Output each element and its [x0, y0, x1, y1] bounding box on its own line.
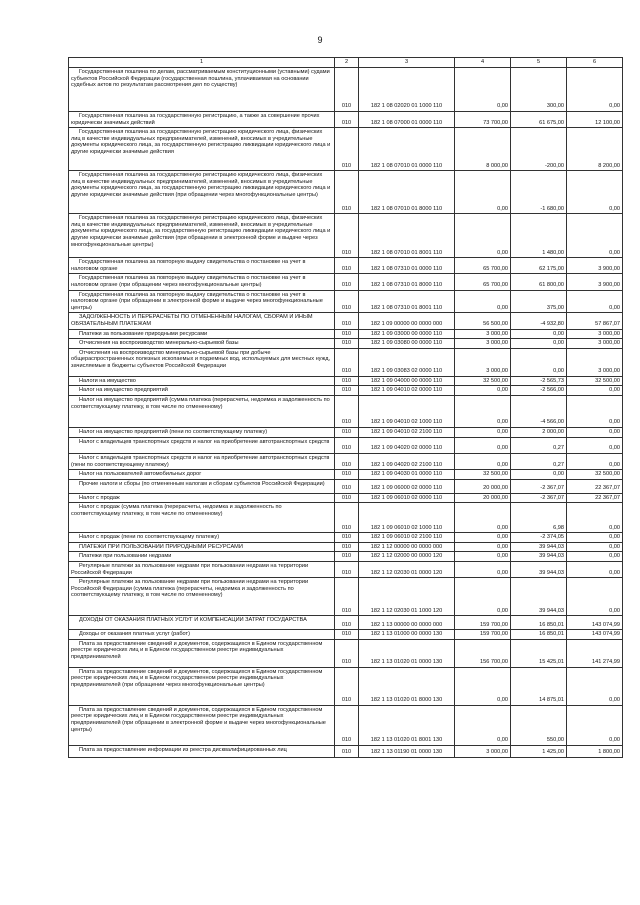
row-unexecuted: 22 367,07 — [567, 493, 623, 503]
row-code: 010 — [335, 533, 359, 543]
row-name: Налог на имущество предприятий (пени по соответствующему платежу) — [69, 427, 335, 437]
row-kbk: 182 1 13 01020 01 8001 130 — [359, 705, 455, 745]
row-name: Налог с продаж (пени по соответствующему платежу) — [69, 533, 335, 543]
row-approved: 20 000,00 — [455, 493, 511, 503]
revenue-report-table — [68, 57, 623, 758]
row-approved: 32 500,00 — [455, 470, 511, 480]
table-row — [69, 630, 623, 640]
row-code: 010 — [335, 667, 359, 705]
row-code: 010 — [335, 705, 359, 745]
row-approved: 0,00 — [455, 533, 511, 543]
table-row — [69, 578, 623, 616]
row-kbk: 182 1 12 00000 00 0000 000 — [359, 542, 455, 552]
row-code: 010 — [335, 630, 359, 640]
row-code: 010 — [335, 171, 359, 214]
table-row — [69, 427, 623, 437]
row-executed: 550,00 — [511, 705, 567, 745]
row-executed: 375,00 — [511, 290, 567, 313]
row-executed: 1 480,00 — [511, 214, 567, 258]
row-code: 010 — [335, 339, 359, 349]
row-executed: -4 932,80 — [511, 313, 567, 329]
row-executed: 39 944,03 — [511, 552, 567, 562]
row-executed: 2 000,00 — [511, 427, 567, 437]
row-code: 010 — [335, 437, 359, 453]
row-executed: 16 850,01 — [511, 616, 567, 630]
row-approved: 0,00 — [455, 437, 511, 453]
row-code: 010 — [335, 493, 359, 503]
row-name: Налоги на имущество — [69, 376, 335, 386]
row-name: Регулярные платежи за пользование недрами при пользовании недрами на территории Российской Федерации (сумма платежа (перерасчеты, недоимка и задолженность по соответствующему платежу, в том числе по отмененному) — [69, 578, 335, 616]
row-unexecuted: 0,00 — [567, 395, 623, 427]
table-row — [69, 290, 623, 313]
row-name: Налог с владельцев транспортных средств и налог на приобретение автотранспортных средств — [69, 437, 335, 453]
row-executed: 1 425,00 — [511, 745, 567, 757]
row-approved: 0,00 — [455, 552, 511, 562]
row-unexecuted: 3 900,00 — [567, 274, 623, 290]
row-approved: 20 000,00 — [455, 479, 511, 493]
row-kbk: 182 1 13 01020 01 8000 130 — [359, 667, 455, 705]
row-executed: 6,98 — [511, 503, 567, 533]
row-approved: 159 700,00 — [455, 630, 511, 640]
row-code: 010 — [335, 616, 359, 630]
row-kbk: 182 1 13 01190 01 0000 130 — [359, 745, 455, 757]
row-unexecuted: 32 500,00 — [567, 470, 623, 480]
row-kbk: 182 1 08 07310 01 0000 110 — [359, 258, 455, 274]
table-row — [69, 453, 623, 469]
row-executed: -1 680,00 — [511, 171, 567, 214]
row-code: 010 — [335, 745, 359, 757]
row-kbk: 182 1 09 04020 02 0000 110 — [359, 437, 455, 453]
row-approved: 3 000,00 — [455, 348, 511, 376]
row-approved: 56 500,00 — [455, 313, 511, 329]
table-row — [69, 479, 623, 493]
row-approved: 0,00 — [455, 290, 511, 313]
row-kbk: 182 1 09 04010 02 2100 110 — [359, 427, 455, 437]
row-kbk: 182 1 12 02000 00 0000 120 — [359, 552, 455, 562]
row-executed: 0,00 — [511, 470, 567, 480]
row-executed: -2 566,00 — [511, 386, 567, 396]
table-row — [69, 128, 623, 171]
row-approved: 3 000,00 — [455, 329, 511, 339]
row-approved: 0,00 — [455, 562, 511, 578]
row-unexecuted: 8 200,00 — [567, 128, 623, 171]
row-kbk: 182 1 08 07010 01 8001 110 — [359, 214, 455, 258]
row-approved: 0,00 — [455, 542, 511, 552]
row-kbk: 182 1 09 06000 02 0000 110 — [359, 479, 455, 493]
row-kbk: 182 1 08 07000 01 0000 110 — [359, 112, 455, 128]
row-approved: 0,00 — [455, 705, 511, 745]
row-executed: 0,00 — [511, 339, 567, 349]
row-executed: 0,00 — [511, 329, 567, 339]
row-executed: 61 800,00 — [511, 274, 567, 290]
row-kbk: 182 1 12 02030 01 0000 120 — [359, 562, 455, 578]
row-executed: -2 367,07 — [511, 479, 567, 493]
row-name: Налог на имущество предприятий (сумма платежа (перерасчеты, недоимка и задолженность по соответствующему платежу, в том числе по отмененному) — [69, 395, 335, 427]
row-code: 010 — [335, 274, 359, 290]
row-executed: 14 875,01 — [511, 667, 567, 705]
row-kbk: 182 1 08 07310 01 8000 110 — [359, 274, 455, 290]
table-row — [69, 395, 623, 427]
row-kbk: 182 1 12 02030 01 1000 120 — [359, 578, 455, 616]
row-code: 010 — [335, 258, 359, 274]
row-approved: 0,00 — [455, 171, 511, 214]
row-unexecuted: 0,00 — [567, 290, 623, 313]
row-unexecuted: 57 867,07 — [567, 313, 623, 329]
table-row — [69, 171, 623, 214]
row-name: Государственная пошлина за государственную регистрацию юридического лица, физических лиц в качестве индивидуальных предпринимателей, изменений, вносимых в учредительные документы юридического лица, за государственную регистрацию ликвидации юридического лица и другие юридически значимые действия (при обращении в электронной форме и выдаче через многофункциональные центры) — [69, 214, 335, 258]
row-kbk: 182 1 08 07010 01 8000 110 — [359, 171, 455, 214]
row-unexecuted: 0,00 — [567, 503, 623, 533]
row-executed: 0,27 — [511, 437, 567, 453]
table-row — [69, 562, 623, 578]
row-unexecuted: 3 000,00 — [567, 339, 623, 349]
row-code: 010 — [335, 453, 359, 469]
row-code: 010 — [335, 479, 359, 493]
row-executed: 300,00 — [511, 68, 567, 112]
row-code: 010 — [335, 386, 359, 396]
table-row — [69, 745, 623, 757]
row-kbk: 182 1 13 01000 00 0000 130 — [359, 630, 455, 640]
row-name: Налог с продаж (сумма платежа (перерасчеты, недоимка и задолженность по соответствующему платежу, в том числе по отмененному) — [69, 503, 335, 533]
row-code: 010 — [335, 503, 359, 533]
table-row — [69, 348, 623, 376]
row-code: 010 — [335, 542, 359, 552]
row-approved: 0,00 — [455, 68, 511, 112]
row-unexecuted: 0,00 — [567, 214, 623, 258]
row-code: 010 — [335, 552, 359, 562]
table-row — [69, 214, 623, 258]
row-approved: 0,00 — [455, 503, 511, 533]
table-row — [69, 616, 623, 630]
table-row — [69, 552, 623, 562]
row-unexecuted: 143 074,99 — [567, 630, 623, 640]
row-kbk: 182 1 09 04030 01 0000 110 — [359, 470, 455, 480]
row-unexecuted: 0,00 — [567, 453, 623, 469]
table-row — [69, 705, 623, 745]
row-executed: 39 944,03 — [511, 542, 567, 552]
row-name: Налог на имущество предприятий — [69, 386, 335, 396]
row-name: Налог на пользователей автомобильных дорог — [69, 470, 335, 480]
row-approved: 3 000,00 — [455, 339, 511, 349]
row-unexecuted: 22 367,07 — [567, 479, 623, 493]
row-approved: 3 000,00 — [455, 745, 511, 757]
table-row — [69, 274, 623, 290]
row-code: 010 — [335, 470, 359, 480]
row-name: Плата за предоставление сведений и документов, содержащихся в Едином государственном реестре юридических лиц и в Едином государственном реестре индивидуальных предпринимателей (при обращении через многофункциональные центры) — [69, 667, 335, 705]
row-name: Государственная пошлина за государственную регистрацию юридического лица, физических лиц в качестве индивидуальных предпринимателей, изменений, вносимых в учредительные документы юридического лица, за государственную регистрацию ликвидации юридического лица и другие юридически значимые действия (при обращении через многофункциональные центры) — [69, 171, 335, 214]
table-row — [69, 667, 623, 705]
row-unexecuted: 0,00 — [567, 562, 623, 578]
row-unexecuted: 0,00 — [567, 667, 623, 705]
row-kbk: 182 1 09 04000 00 0000 110 — [359, 376, 455, 386]
column-header: 4 — [455, 58, 511, 68]
row-approved: 0,00 — [455, 427, 511, 437]
row-approved: 0,00 — [455, 214, 511, 258]
row-name: ДОХОДЫ ОТ ОКАЗАНИЯ ПЛАТНЫХ УСЛУГ И КОМПЕНСАЦИИ ЗАТРАТ ГОСУДАРСТВА — [69, 616, 335, 630]
row-executed: -2 374,05 — [511, 533, 567, 543]
row-unexecuted: 143 074,99 — [567, 616, 623, 630]
row-kbk: 182 1 09 04010 02 0000 110 — [359, 386, 455, 396]
row-approved: 8 000,00 — [455, 128, 511, 171]
row-approved: 0,00 — [455, 667, 511, 705]
row-kbk: 182 1 08 07010 01 0000 110 — [359, 128, 455, 171]
row-kbk: 182 1 13 00000 00 0000 000 — [359, 616, 455, 630]
row-executed: -2 565,73 — [511, 376, 567, 386]
table-row — [69, 437, 623, 453]
row-unexecuted: 0,00 — [567, 705, 623, 745]
row-approved: 0,00 — [455, 386, 511, 396]
row-name: Прочие налоги и сборы (по отмененным налогам и сборам субъектов Российской Федерации) — [69, 479, 335, 493]
row-approved: 65 700,00 — [455, 258, 511, 274]
row-executed: -4 566,00 — [511, 395, 567, 427]
table-row — [69, 386, 623, 396]
table-row — [69, 533, 623, 543]
row-code: 010 — [335, 68, 359, 112]
row-code: 010 — [335, 639, 359, 667]
row-code: 010 — [335, 376, 359, 386]
row-code: 010 — [335, 395, 359, 427]
row-kbk: 182 1 09 04010 02 1000 110 — [359, 395, 455, 427]
column-header: 6 — [567, 58, 623, 68]
row-code: 010 — [335, 427, 359, 437]
row-kbk: 182 1 09 03000 00 0000 110 — [359, 329, 455, 339]
row-unexecuted: 141 274,99 — [567, 639, 623, 667]
row-unexecuted: 3 900,00 — [567, 258, 623, 274]
row-approved: 0,00 — [455, 578, 511, 616]
row-code: 010 — [335, 313, 359, 329]
row-executed: 61 675,00 — [511, 112, 567, 128]
row-kbk: 182 1 09 03083 02 0000 110 — [359, 348, 455, 376]
row-unexecuted: 0,00 — [567, 578, 623, 616]
row-name: Плата за предоставление информации из реестра дисквалифицированных лиц — [69, 745, 335, 757]
row-approved: 32 500,00 — [455, 376, 511, 386]
row-name: Доходы от оказания платных услуг (работ) — [69, 630, 335, 640]
row-name: Плата за предоставление сведений и документов, содержащихся в Едином государственном реестре юридических лиц и в Едином государственном реестре индивидуальных предпринимателей (при обращении в электронной форме и выдаче через многофункциональные центры) — [69, 705, 335, 745]
table-row — [69, 470, 623, 480]
row-approved: 0,00 — [455, 453, 511, 469]
row-code: 010 — [335, 329, 359, 339]
row-name: Отчисления на воспроизводство минерально-сырьевой базы — [69, 339, 335, 349]
row-kbk: 182 1 08 07310 01 8001 110 — [359, 290, 455, 313]
row-approved: 0,00 — [455, 395, 511, 427]
row-name: Налог с продаж — [69, 493, 335, 503]
column-header: 2 — [335, 58, 359, 68]
row-code: 010 — [335, 348, 359, 376]
row-unexecuted: 12 100,00 — [567, 112, 623, 128]
table-row — [69, 542, 623, 552]
row-kbk: 182 1 08 02020 01 1000 110 — [359, 68, 455, 112]
row-code: 010 — [335, 578, 359, 616]
row-name: Отчисления на воспроизводство минерально-сырьевой базы при добыче общераспространенных полезных ископаемых и подземных вод, используемых для местных нужд, зачисляемые в бюджеты субъектов Российской Федерации — [69, 348, 335, 376]
table-row — [69, 329, 623, 339]
row-executed: 0,27 — [511, 453, 567, 469]
row-approved: 156 700,00 — [455, 639, 511, 667]
row-kbk: 182 1 09 06010 02 2100 110 — [359, 533, 455, 543]
row-approved: 65 700,00 — [455, 274, 511, 290]
table-row — [69, 339, 623, 349]
row-executed: 39 944,03 — [511, 578, 567, 616]
column-header: 5 — [511, 58, 567, 68]
row-approved: 73 700,00 — [455, 112, 511, 128]
row-executed: -2 367,07 — [511, 493, 567, 503]
row-unexecuted: 0,00 — [567, 427, 623, 437]
row-name: Платежи при пользовании недрами — [69, 552, 335, 562]
page-number: 9 — [317, 35, 323, 45]
row-name: Платежи за пользование природными ресурсами — [69, 329, 335, 339]
row-name: Государственная пошлина по делам, рассматриваемым конституционными (уставными) судами субъектов Российской Федерации (государственная пошлина, уплачиваемая на основании судебных актов по результатам рассмотрения дел по существу) — [69, 68, 335, 112]
row-code: 010 — [335, 112, 359, 128]
row-unexecuted: 3 000,00 — [567, 348, 623, 376]
row-kbk: 182 1 09 03080 00 0000 110 — [359, 339, 455, 349]
row-unexecuted: 0,00 — [567, 542, 623, 552]
row-kbk: 182 1 09 00000 00 0000 000 — [359, 313, 455, 329]
row-unexecuted: 3 000,00 — [567, 329, 623, 339]
row-code: 010 — [335, 562, 359, 578]
row-executed: 0,00 — [511, 348, 567, 376]
table-row — [69, 639, 623, 667]
row-code: 010 — [335, 290, 359, 313]
row-name: Налог с владельцев транспортных средств и налог на приобретение автотранспортных средств (пени по соответствующему платежу) — [69, 453, 335, 469]
row-name: Государственная пошлина за государственную регистрацию, а также за совершение прочих юридически значимых действий — [69, 112, 335, 128]
row-unexecuted: 32 500,00 — [567, 376, 623, 386]
row-unexecuted: 1 800,00 — [567, 745, 623, 757]
table-row — [69, 493, 623, 503]
table-row — [69, 376, 623, 386]
column-header: 3 — [359, 58, 455, 68]
table-row — [69, 503, 623, 533]
row-name: Государственная пошлина за государственную регистрацию юридического лица, физических лиц в качестве индивидуальных предпринимателей, изменений, вносимых в учредительные документы юридического лица, за государственную регистрацию ликвидации юридического лица и другие юридически значимые действия — [69, 128, 335, 171]
row-name: ПЛАТЕЖИ ПРИ ПОЛЬЗОВАНИИ ПРИРОДНЫМИ РЕСУРСАМИ — [69, 542, 335, 552]
row-executed: -200,00 — [511, 128, 567, 171]
row-name: Государственная пошлина за повторную выдачу свидетельства о постановке на учет в налоговом органе (при обращении через многофункциональные центры) — [69, 274, 335, 290]
row-code: 010 — [335, 214, 359, 258]
table-row — [69, 313, 623, 329]
row-unexecuted: 0,00 — [567, 68, 623, 112]
row-kbk: 182 1 09 06010 02 1000 110 — [359, 503, 455, 533]
row-unexecuted: 0,00 — [567, 437, 623, 453]
column-header: 1 — [69, 58, 335, 68]
row-name: Плата за предоставление сведений и документов, содержащихся в Едином государственном реестре юридических лиц и в Едином государственном реестре индивидуальных предпринимателей — [69, 639, 335, 667]
table-row — [69, 112, 623, 128]
table-header-row — [69, 58, 623, 68]
row-kbk: 182 1 13 01020 01 0000 130 — [359, 639, 455, 667]
row-unexecuted: 0,00 — [567, 533, 623, 543]
row-name: ЗАДОЛЖЕННОСТЬ И ПЕРЕРАСЧЕТЫ ПО ОТМЕНЕННЫМ НАЛОГАМ, СБОРАМ И ИНЫМ ОБЯЗАТЕЛЬНЫМ ПЛАТЕЖАМ — [69, 313, 335, 329]
row-name: Государственная пошлина за повторную выдачу свидетельства о постановке на учет в налоговом органе (при обращении в электронной форме и выдаче через многофункциональные центры) — [69, 290, 335, 313]
row-executed: 62 175,00 — [511, 258, 567, 274]
row-approved: 159 700,00 — [455, 616, 511, 630]
row-unexecuted: 0,00 — [567, 171, 623, 214]
row-kbk: 182 1 09 06010 02 0000 110 — [359, 493, 455, 503]
row-executed: 16 850,01 — [511, 630, 567, 640]
row-unexecuted: 0,00 — [567, 386, 623, 396]
row-executed: 39 944,03 — [511, 562, 567, 578]
row-unexecuted: 0,00 — [567, 552, 623, 562]
row-name: Государственная пошлина за повторную выдачу свидетельства о постановке на учет в налоговом органе — [69, 258, 335, 274]
table-row — [69, 68, 623, 112]
row-executed: 15 425,01 — [511, 639, 567, 667]
row-code: 010 — [335, 128, 359, 171]
row-kbk: 182 1 09 04020 02 2100 110 — [359, 453, 455, 469]
row-name: Регулярные платежи за пользование недрами при пользовании недрами на территории Российской Федерации — [69, 562, 335, 578]
table-row — [69, 258, 623, 274]
